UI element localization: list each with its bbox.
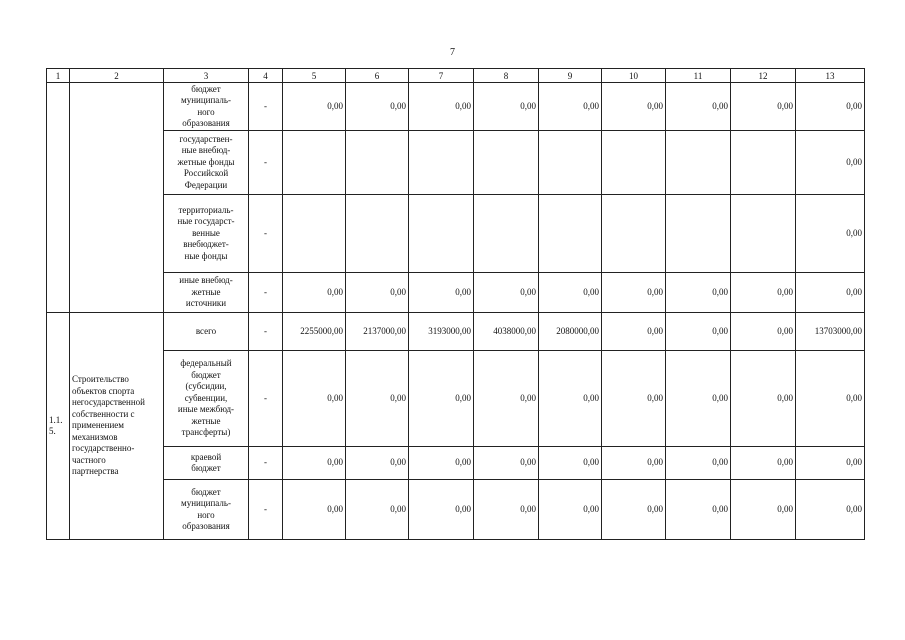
text-line: жетные фонды	[177, 156, 235, 167]
funding-source-cell	[164, 480, 249, 540]
value-cell-col9: 0,00	[539, 273, 602, 313]
column-number-12: 12	[731, 69, 796, 83]
col4-cell: -	[249, 273, 283, 313]
text-line: бюджет	[191, 486, 221, 497]
value-cell-col13: 0,00	[796, 447, 865, 480]
text-line: 1.1.	[49, 414, 63, 425]
column-number-13: 13	[796, 69, 865, 83]
text-line: ного	[197, 106, 215, 117]
text-line: иные внебюд-	[179, 275, 233, 286]
text-line: венные	[192, 227, 220, 238]
value-cell-col5: 0,00	[283, 83, 346, 131]
value-cell-col7: 0,00	[409, 83, 474, 131]
value-cell-col11: 0,00	[666, 273, 731, 313]
value-cell-col9: 0,00	[539, 447, 602, 480]
text-line: жетные	[191, 415, 221, 426]
value-cell-col6: 0,00	[346, 351, 409, 447]
text-line: Строительство	[72, 374, 129, 385]
item-name-cell	[70, 83, 164, 313]
value-cell-col9: 0,00	[539, 480, 602, 540]
text-line: партнерства	[72, 466, 119, 477]
text-line: жетные	[191, 286, 221, 297]
value-cell-col11: 0,00	[666, 480, 731, 540]
value-cell-col12	[731, 195, 796, 273]
value-cell-col9	[539, 131, 602, 195]
column-number-1: 1	[47, 69, 70, 83]
text-line: собственности с	[72, 408, 135, 419]
col4-cell: -	[249, 131, 283, 195]
text-line: Российской	[183, 168, 229, 179]
col4-cell: -	[249, 351, 283, 447]
text-line: механизмов	[72, 431, 118, 442]
value-cell-col11	[666, 195, 731, 273]
value-cell-col12: 0,00	[731, 313, 796, 351]
text-line: 5.	[49, 426, 56, 436]
text-line: муниципаль-	[181, 498, 231, 508]
text-line: государствен-	[179, 133, 233, 144]
value-cell-col8	[474, 195, 539, 273]
col4-cell: -	[249, 83, 283, 131]
funding-source-cell	[164, 273, 249, 313]
column-number-row	[47, 69, 865, 83]
value-cell-col7: 0,00	[409, 273, 474, 313]
column-number-4: 4	[249, 69, 283, 83]
col4-cell: -	[249, 195, 283, 273]
text-line: ные государст-	[177, 216, 235, 227]
value-cell-col9: 2080000,00	[539, 313, 602, 351]
table-row	[47, 447, 865, 480]
value-cell-col8: 0,00	[474, 83, 539, 131]
text-line: частного	[72, 454, 106, 465]
value-cell-col10: 0,00	[602, 480, 666, 540]
value-cell-col8	[474, 131, 539, 195]
column-number-7: 7	[409, 69, 474, 83]
column-number-6: 6	[346, 69, 409, 83]
column-number-3: 3	[164, 69, 249, 83]
text-line: субвенции,	[184, 392, 228, 403]
value-cell-col10: 0,00	[602, 83, 666, 131]
value-cell-col7: 0,00	[409, 351, 474, 447]
value-cell-col8: 0,00	[474, 351, 539, 447]
text-line: трансферты)	[181, 427, 231, 438]
column-number-5: 5	[283, 69, 346, 83]
value-cell-col9	[539, 195, 602, 273]
item-name-cell	[70, 313, 164, 540]
value-cell-col8: 0,00	[474, 447, 539, 480]
value-cell-col7	[409, 131, 474, 195]
value-cell-col11: 0,00	[666, 313, 731, 351]
table-row	[47, 195, 865, 273]
value-cell-col11: 0,00	[666, 447, 731, 480]
value-cell-col13: 0,00	[796, 131, 865, 195]
funding-source-cell	[164, 313, 249, 351]
text-line: образования	[182, 521, 230, 531]
value-cell-col12: 0,00	[731, 351, 796, 447]
value-cell-col8: 0,00	[474, 480, 539, 540]
col4-cell: -	[249, 480, 283, 540]
table-row	[47, 313, 865, 351]
value-cell-col13: 0,00	[796, 83, 865, 131]
value-cell-col6: 0,00	[346, 447, 409, 480]
value-cell-col12: 0,00	[731, 83, 796, 131]
value-cell-col6: 0,00	[346, 83, 409, 131]
value-cell-col7: 0,00	[409, 480, 474, 540]
column-number-11: 11	[666, 69, 731, 83]
value-cell-col5	[283, 195, 346, 273]
value-cell-col5	[283, 131, 346, 195]
text-line: иные межбюд-	[177, 404, 235, 415]
value-cell-col10	[602, 195, 666, 273]
table-row	[47, 273, 865, 313]
funding-source-cell	[164, 83, 249, 131]
value-cell-col12: 0,00	[731, 273, 796, 313]
value-cell-col13: 0,00	[796, 273, 865, 313]
value-cell-col6	[346, 131, 409, 195]
value-cell-col5: 0,00	[283, 273, 346, 313]
table-row	[47, 480, 865, 540]
text-line: образования	[182, 118, 230, 128]
page-number: 7	[450, 47, 455, 58]
value-cell-col10: 0,00	[602, 313, 666, 351]
value-cell-col8: 0,00	[474, 273, 539, 313]
value-cell-col13: 0,00	[796, 195, 865, 273]
value-cell-col11: 0,00	[666, 83, 731, 131]
funding-source-cell	[164, 351, 249, 447]
text-line: источники	[185, 298, 227, 309]
text-line: применением	[72, 420, 124, 431]
text-line: (субсидии,	[185, 381, 227, 392]
item-number-cell	[47, 83, 70, 313]
value-cell-col9: 0,00	[539, 351, 602, 447]
text-line: ного	[197, 509, 215, 520]
text-line: территориаль-	[178, 204, 234, 215]
value-cell-col5: 0,00	[283, 447, 346, 480]
text-line: государственно-	[72, 443, 135, 454]
value-cell-col10	[602, 131, 666, 195]
value-cell-col12: 0,00	[731, 480, 796, 540]
value-cell-col6: 2137000,00	[346, 313, 409, 351]
text-line: бюджет	[191, 83, 221, 94]
text-line: Федерации	[184, 179, 228, 190]
table-row	[47, 83, 865, 131]
text-line: бюджет	[191, 463, 221, 473]
value-cell-col6	[346, 195, 409, 273]
text-line: ные фонды	[184, 250, 228, 261]
table-row	[47, 131, 865, 195]
value-cell-col8: 4038000,00	[474, 313, 539, 351]
value-cell-col7	[409, 195, 474, 273]
text-line: всего	[195, 325, 217, 336]
value-cell-col13: 13703000,00	[796, 313, 865, 351]
value-cell-col13: 0,00	[796, 480, 865, 540]
value-cell-col11: 0,00	[666, 351, 731, 447]
column-number-2: 2	[70, 69, 164, 83]
value-cell-col5: 0,00	[283, 351, 346, 447]
value-cell-col6: 0,00	[346, 273, 409, 313]
text-line: бюджет	[191, 369, 221, 380]
column-number-9: 9	[539, 69, 602, 83]
text-line: негосударственной	[72, 397, 145, 408]
value-cell-col5: 0,00	[283, 480, 346, 540]
funding-source-cell	[164, 195, 249, 273]
text-line: ные внебюд-	[181, 145, 231, 156]
column-number-10: 10	[602, 69, 666, 83]
col4-cell: -	[249, 447, 283, 480]
column-number-8: 8	[474, 69, 539, 83]
value-cell-col9: 0,00	[539, 83, 602, 131]
text-line: внебюджет-	[183, 239, 229, 250]
value-cell-col10: 0,00	[602, 351, 666, 447]
value-cell-col11	[666, 131, 731, 195]
item-number-cell	[47, 313, 70, 540]
value-cell-col10: 0,00	[602, 273, 666, 313]
funding-table	[46, 68, 865, 540]
value-cell-col10: 0,00	[602, 447, 666, 480]
value-cell-col5: 2255000,00	[283, 313, 346, 351]
text-line: федеральный	[180, 358, 232, 369]
text-line: муниципаль-	[181, 95, 231, 105]
funding-source-cell	[164, 131, 249, 195]
col4-cell: -	[249, 313, 283, 351]
value-cell-col12	[731, 131, 796, 195]
value-cell-col12: 0,00	[731, 447, 796, 480]
value-cell-col13: 0,00	[796, 351, 865, 447]
value-cell-col7: 0,00	[409, 447, 474, 480]
value-cell-col6: 0,00	[346, 480, 409, 540]
table-row	[47, 351, 865, 447]
funding-source-cell	[164, 447, 249, 480]
text-line: краевой	[190, 451, 222, 462]
value-cell-col7: 3193000,00	[409, 313, 474, 351]
text-line: объектов спорта	[72, 385, 135, 396]
